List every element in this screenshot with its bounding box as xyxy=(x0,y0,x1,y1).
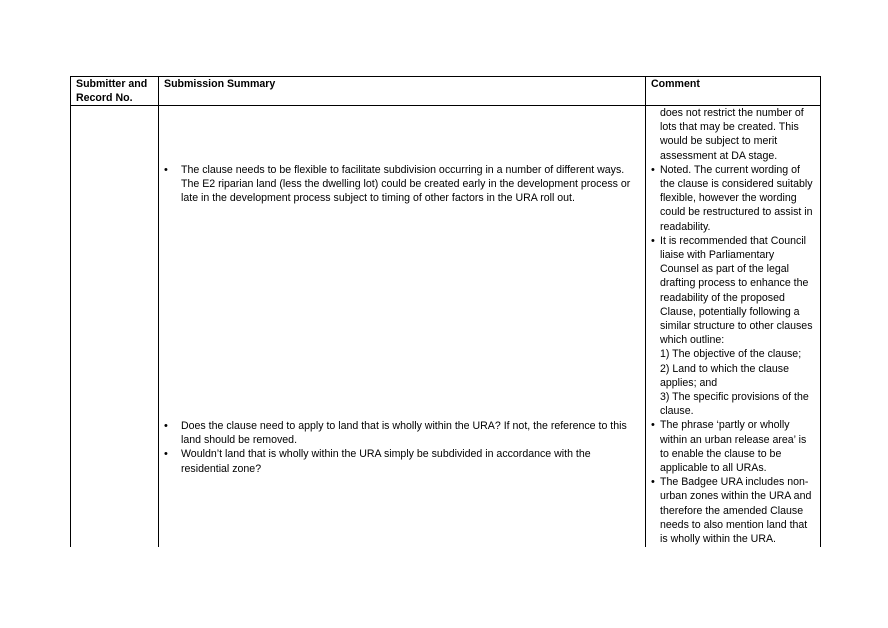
summary-item: • Wouldn’t land that is wholly within the URA simply be subdivided in accordance with the residential zone? xyxy=(164,447,639,475)
comment-bullet: • Noted. The current wording of the clause is considered suitably flexible, however the wording could be restructured to assist in readability. xyxy=(651,163,814,234)
header-submitter: Submitter and Record No. xyxy=(76,78,148,104)
summary-item: • The clause needs to be flexible to facilitate subdivision occurring in a number of different ways. The E2 riparian land (less the dwelling lot) could be created early in the development process or late in the development process subject to timing of other factors in the URA roll out. xyxy=(164,163,639,206)
column-divider-1 xyxy=(158,76,159,547)
summary-item: • Does the clause need to apply to land that is wholly within the URA? If not, the reference to this land should be removed. xyxy=(164,419,639,447)
comment-list-item: 2) Land to which the clause applies; and xyxy=(660,362,789,389)
comment-paragraph: does not restrict the number of lots that may be created. This would be subject to merit assessment at DA stage. xyxy=(660,107,804,162)
comment-bullet: • It is recommended that Council liaise with Parliamentary Counsel as part of the legal drafting process to enhance the readability of the proposed Clause, potentially following a similar structure to other clauses which outline: xyxy=(651,234,814,348)
header-summary: Submission Summary xyxy=(164,78,276,90)
submissions-table xyxy=(70,76,821,547)
comment-cell xyxy=(651,106,814,546)
column-divider-2 xyxy=(645,76,646,547)
comment-list-item: 3) The specific provisions of the clause. xyxy=(660,391,809,418)
comment-bullet: • The phrase ‘partly or wholly within an urban release area’ is to enable the clause to be applicable to all URAs. xyxy=(651,418,814,475)
summary-group-1 xyxy=(164,163,639,206)
summary-group-2 xyxy=(164,419,639,476)
comment-bullet: • The Badgee URA includes non-urban zones within the URA and therefore the amended Clause needs to also mention land that is wholly within the URA. xyxy=(651,475,814,546)
header-comment: Comment xyxy=(651,78,700,90)
comment-list-item: 1) The objective of the clause; xyxy=(660,348,802,361)
